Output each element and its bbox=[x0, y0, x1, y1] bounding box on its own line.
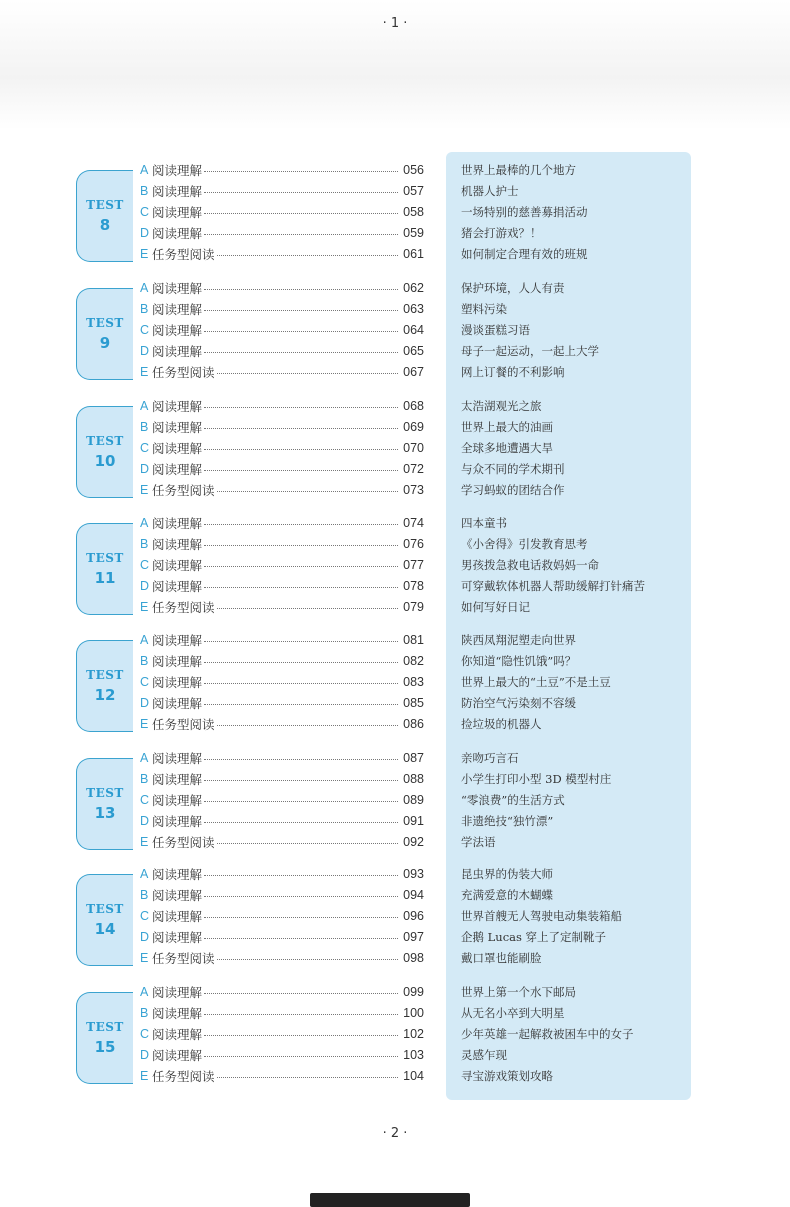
page-reference: 069 bbox=[403, 420, 424, 434]
test-badge-number: 14 bbox=[94, 920, 116, 938]
test-group bbox=[0, 864, 790, 974]
dot-leader bbox=[204, 820, 398, 823]
dot-leader bbox=[204, 1054, 398, 1057]
section-letter: A bbox=[140, 985, 149, 999]
test-group bbox=[0, 396, 790, 506]
article-title[interactable]: 企鹅 Lucas 穿上了定制靴子 bbox=[461, 930, 607, 944]
section-letter: B bbox=[140, 888, 149, 902]
test-badge bbox=[76, 288, 133, 380]
section-type-label: 阅读理解 bbox=[152, 772, 203, 787]
section-type-label: 任务型阅读 bbox=[152, 247, 215, 262]
section-letter: C bbox=[140, 558, 150, 572]
page-reference: 056 bbox=[403, 163, 424, 177]
dot-leader bbox=[204, 936, 398, 939]
article-title[interactable]: 与众不同的学术期刊 bbox=[461, 462, 565, 476]
section-letter: D bbox=[140, 344, 150, 358]
dot-leader bbox=[217, 489, 399, 492]
section-type-label: 任务型阅读 bbox=[152, 483, 215, 498]
section-type-label: 阅读理解 bbox=[152, 909, 203, 924]
dot-leader bbox=[204, 522, 398, 525]
toc-entry[interactable] bbox=[140, 651, 430, 672]
toc-entry[interactable] bbox=[140, 576, 430, 597]
section-type-label: 阅读理解 bbox=[152, 930, 203, 945]
section-type-label: 阅读理解 bbox=[152, 516, 203, 531]
page-reference: 093 bbox=[403, 867, 424, 881]
section-letter: A bbox=[140, 751, 149, 765]
article-title[interactable]: 如何制定合理有效的班规 bbox=[461, 247, 588, 261]
article-title[interactable]: 学法语 bbox=[461, 835, 496, 849]
page-reference: 078 bbox=[403, 579, 424, 593]
toc-entry[interactable] bbox=[140, 630, 430, 651]
section-letter: B bbox=[140, 537, 149, 551]
article-title[interactable]: 少年英雄一起解救被困车中的女子 bbox=[461, 1027, 634, 1041]
page-reference: 103 bbox=[403, 1048, 424, 1062]
toc-entry[interactable] bbox=[140, 790, 430, 811]
toc-entry[interactable] bbox=[140, 513, 430, 534]
article-title[interactable]: 小学生打印小型 3D 模型村庄 bbox=[461, 772, 612, 786]
article-title[interactable]: 捡垃圾的机器人 bbox=[461, 717, 542, 731]
toc-entry[interactable] bbox=[140, 534, 430, 555]
dot-leader bbox=[204, 915, 398, 918]
section-letter: E bbox=[140, 365, 149, 379]
test-badge-word: TEST bbox=[86, 434, 124, 448]
page-reference: 091 bbox=[403, 814, 424, 828]
page-reference: 094 bbox=[403, 888, 424, 902]
article-title[interactable]: 母子一起运动，一起上大学 bbox=[461, 344, 599, 358]
section-letter: A bbox=[140, 281, 149, 295]
page-reference: 065 bbox=[403, 344, 424, 358]
dot-leader bbox=[204, 873, 398, 876]
section-type-label: 阅读理解 bbox=[152, 579, 203, 594]
article-title[interactable]: 四本童书 bbox=[461, 516, 507, 530]
test-badge-number: 10 bbox=[94, 452, 116, 470]
dot-leader bbox=[204, 350, 398, 353]
dot-leader bbox=[204, 1012, 398, 1015]
toc-entry[interactable] bbox=[140, 459, 430, 480]
article-title[interactable]: 充满爱意的木蝴蝶 bbox=[461, 888, 553, 902]
toc-entry[interactable] bbox=[140, 927, 430, 948]
test-group bbox=[0, 160, 790, 270]
article-title[interactable]: 世界上最棒的几个地方 bbox=[461, 163, 576, 177]
article-title[interactable]: 一场特别的慈善募捐活动 bbox=[461, 205, 588, 219]
article-title[interactable]: 世界上最大的油画 bbox=[461, 420, 553, 434]
page-reference: 102 bbox=[403, 1027, 424, 1041]
article-title[interactable]: 非遗绝技“独竹漂” bbox=[461, 814, 554, 828]
section-letter: D bbox=[140, 930, 150, 944]
section-type-label: 阅读理解 bbox=[152, 633, 203, 648]
section-type-label: 阅读理解 bbox=[152, 323, 203, 338]
section-type-label: 任务型阅读 bbox=[152, 717, 215, 732]
page-reference: 072 bbox=[403, 462, 424, 476]
section-type-label: 阅读理解 bbox=[152, 1048, 203, 1063]
section-letter: D bbox=[140, 1048, 150, 1062]
toc-entry[interactable] bbox=[140, 693, 430, 714]
toc-entry[interactable] bbox=[140, 832, 430, 853]
toc-entry[interactable] bbox=[140, 1003, 430, 1024]
dot-leader bbox=[217, 1075, 399, 1078]
section-letter: B bbox=[140, 184, 149, 198]
toc-entry[interactable] bbox=[140, 1066, 430, 1087]
page-reference: 070 bbox=[403, 441, 424, 455]
article-title[interactable]: 世界首艘无人驾驶电动集装箱船 bbox=[461, 909, 622, 923]
section-letter: B bbox=[140, 420, 149, 434]
test-group bbox=[0, 748, 790, 858]
section-type-label: 阅读理解 bbox=[152, 441, 203, 456]
test-badge bbox=[76, 523, 133, 615]
article-title[interactable]: 世界上最大的“土豆”不是土豆 bbox=[461, 675, 611, 689]
test-group bbox=[0, 513, 790, 623]
section-type-label: 阅读理解 bbox=[152, 814, 203, 829]
toc-entry[interactable] bbox=[140, 244, 430, 265]
article-title[interactable]: 太浩湖观光之旅 bbox=[461, 399, 542, 413]
test-badge bbox=[76, 992, 133, 1084]
article-title[interactable]: 漫谈蛋糕习语 bbox=[461, 323, 530, 337]
dot-leader bbox=[204, 757, 398, 760]
page-reference: 058 bbox=[403, 205, 424, 219]
test-group bbox=[0, 982, 790, 1092]
section-letter: E bbox=[140, 951, 149, 965]
section-letter: C bbox=[140, 441, 150, 455]
toc-entry[interactable] bbox=[140, 948, 430, 969]
page-reference: 077 bbox=[403, 558, 424, 572]
dot-leader bbox=[204, 405, 398, 408]
test-badge bbox=[76, 170, 133, 262]
section-type-label: 阅读理解 bbox=[152, 888, 203, 903]
page-reference: 057 bbox=[403, 184, 424, 198]
dot-leader bbox=[204, 799, 398, 802]
section-type-label: 阅读理解 bbox=[152, 985, 203, 1000]
article-title[interactable]: 亲吻巧言石 bbox=[461, 751, 519, 765]
toc-entry[interactable] bbox=[140, 202, 430, 223]
dot-leader bbox=[204, 426, 398, 429]
section-letter: B bbox=[140, 772, 149, 786]
section-type-label: 阅读理解 bbox=[152, 302, 203, 317]
section-type-label: 阅读理解 bbox=[152, 1006, 203, 1021]
article-title[interactable]: 从无名小卒到大明星 bbox=[461, 1006, 565, 1020]
article-title[interactable]: 猪会打游戏？！ bbox=[461, 226, 542, 240]
article-title[interactable]: “零浪费”的生活方式 bbox=[461, 793, 565, 807]
page-reference: 081 bbox=[403, 633, 424, 647]
page-reference: 088 bbox=[403, 772, 424, 786]
dot-leader bbox=[204, 287, 398, 290]
section-type-label: 阅读理解 bbox=[152, 867, 203, 882]
section-letter: B bbox=[140, 1006, 149, 1020]
toc-entry[interactable] bbox=[140, 864, 430, 885]
section-type-label: 阅读理解 bbox=[152, 654, 203, 669]
section-type-label: 阅读理解 bbox=[152, 226, 203, 241]
article-title[interactable]: 昆虫界的伪装大师 bbox=[461, 867, 553, 881]
test-badge-number: 13 bbox=[94, 804, 116, 822]
page-reference: 068 bbox=[403, 399, 424, 413]
section-letter: E bbox=[140, 717, 149, 731]
section-letter: E bbox=[140, 247, 149, 261]
section-letter: D bbox=[140, 814, 150, 828]
test-badge bbox=[76, 640, 133, 732]
dot-leader bbox=[204, 991, 398, 994]
article-title[interactable]: 你知道“隐性饥饿”吗？ bbox=[461, 654, 577, 668]
dot-leader bbox=[204, 564, 398, 567]
dot-leader bbox=[204, 778, 398, 781]
toc-entry[interactable] bbox=[140, 417, 430, 438]
toc-entry[interactable] bbox=[140, 982, 430, 1003]
toc-entry[interactable] bbox=[140, 299, 430, 320]
toc-entry[interactable] bbox=[140, 811, 430, 832]
article-title[interactable]: 寻宝游戏策划攻略 bbox=[461, 1069, 553, 1083]
article-title[interactable]: 男孩拨急救电话救妈妈一命 bbox=[461, 558, 599, 572]
test-badge-number: 9 bbox=[99, 334, 111, 352]
page-reference: 096 bbox=[403, 909, 424, 923]
article-title[interactable]: 保护环境，人人有责 bbox=[461, 281, 565, 295]
toc-entry[interactable] bbox=[140, 438, 430, 459]
section-letter: B bbox=[140, 654, 149, 668]
section-letter: B bbox=[140, 302, 149, 316]
section-type-label: 任务型阅读 bbox=[152, 600, 215, 615]
section-letter: D bbox=[140, 226, 150, 240]
page-reference: 100 bbox=[403, 1006, 424, 1020]
dot-leader bbox=[217, 606, 399, 609]
test-badge-number: 15 bbox=[94, 1038, 116, 1056]
dot-leader bbox=[204, 211, 398, 214]
dot-leader bbox=[204, 1033, 398, 1036]
section-type-label: 阅读理解 bbox=[152, 163, 203, 178]
section-letter: A bbox=[140, 163, 149, 177]
section-type-label: 阅读理解 bbox=[152, 205, 203, 220]
page-number-top: · 1 · bbox=[382, 16, 408, 31]
section-type-label: 任务型阅读 bbox=[152, 835, 215, 850]
page-reference: 073 bbox=[403, 483, 424, 497]
article-title[interactable]: 如何写好日记 bbox=[461, 600, 530, 614]
section-type-label: 阅读理解 bbox=[152, 537, 203, 552]
page-reference: 086 bbox=[403, 717, 424, 731]
section-letter: A bbox=[140, 516, 149, 530]
page-reference: 059 bbox=[403, 226, 424, 240]
toc-entry[interactable] bbox=[140, 672, 430, 693]
section-type-label: 阅读理解 bbox=[152, 420, 203, 435]
section-type-label: 阅读理解 bbox=[152, 184, 203, 199]
dot-leader bbox=[217, 723, 399, 726]
page-reference: 092 bbox=[403, 835, 424, 849]
toc-entry[interactable] bbox=[140, 320, 430, 341]
page-reference: 085 bbox=[403, 696, 424, 710]
page-reference: 062 bbox=[403, 281, 424, 295]
page-reference: 061 bbox=[403, 247, 424, 261]
section-letter: A bbox=[140, 633, 149, 647]
article-title[interactable]: 学习蚂蚁的团结合作 bbox=[461, 483, 565, 497]
page-reference: 067 bbox=[403, 365, 424, 379]
test-badge-number: 8 bbox=[99, 216, 111, 234]
section-type-label: 阅读理解 bbox=[152, 675, 203, 690]
test-badge-word: TEST bbox=[86, 198, 124, 212]
test-group bbox=[0, 278, 790, 388]
toc-entry[interactable] bbox=[140, 341, 430, 362]
section-letter: D bbox=[140, 462, 150, 476]
article-title[interactable]: 可穿戴软体机器人帮助缓解打针痛苦 bbox=[461, 579, 645, 593]
test-badge bbox=[76, 406, 133, 498]
dot-leader bbox=[204, 308, 398, 311]
section-letter: A bbox=[140, 867, 149, 881]
toc-entry[interactable] bbox=[140, 181, 430, 202]
page-number-bottom: · 2 · bbox=[382, 1126, 408, 1141]
dot-leader bbox=[217, 841, 399, 844]
toc-entry[interactable] bbox=[140, 597, 430, 618]
article-title[interactable]: 《小舍得》引发教育思考 bbox=[461, 537, 588, 551]
toc-entry[interactable] bbox=[140, 748, 430, 769]
page-reference: 099 bbox=[403, 985, 424, 999]
toc-entry[interactable] bbox=[140, 223, 430, 244]
section-type-label: 阅读理解 bbox=[152, 399, 203, 414]
toc-entry[interactable] bbox=[140, 1045, 430, 1066]
toc-entry[interactable] bbox=[140, 555, 430, 576]
test-badge bbox=[76, 758, 133, 850]
section-type-label: 任务型阅读 bbox=[152, 365, 215, 380]
section-type-label: 任务型阅读 bbox=[152, 1069, 215, 1084]
dot-leader bbox=[204, 681, 398, 684]
toc-entry[interactable] bbox=[140, 885, 430, 906]
test-badge-word: TEST bbox=[86, 668, 124, 682]
section-letter: E bbox=[140, 835, 149, 849]
section-letter: C bbox=[140, 675, 150, 689]
dot-leader bbox=[204, 329, 398, 332]
section-letter: C bbox=[140, 909, 150, 923]
toc-entry[interactable] bbox=[140, 362, 430, 383]
dot-leader bbox=[204, 169, 398, 172]
page-reference: 079 bbox=[403, 600, 424, 614]
section-letter: C bbox=[140, 323, 150, 337]
toc-entry[interactable] bbox=[140, 160, 430, 181]
dot-leader bbox=[204, 894, 398, 897]
toc-entry[interactable] bbox=[140, 769, 430, 790]
dot-leader bbox=[204, 585, 398, 588]
section-letter: D bbox=[140, 579, 150, 593]
article-title[interactable]: 网上订餐的不利影响 bbox=[461, 365, 565, 379]
section-letter: C bbox=[140, 793, 150, 807]
article-title[interactable]: 防治空气污染刻不容缓 bbox=[461, 696, 576, 710]
test-badge-word: TEST bbox=[86, 551, 124, 565]
article-title[interactable]: 戴口罩也能刷脸 bbox=[461, 951, 542, 965]
page-reference: 098 bbox=[403, 951, 424, 965]
section-type-label: 阅读理解 bbox=[152, 281, 203, 296]
section-letter: E bbox=[140, 600, 149, 614]
dot-leader bbox=[217, 371, 399, 374]
page-reference: 104 bbox=[403, 1069, 424, 1083]
section-letter: E bbox=[140, 483, 149, 497]
toc-entry[interactable] bbox=[140, 396, 430, 417]
next-page-heading-fragment bbox=[310, 1193, 470, 1207]
page-reference: 083 bbox=[403, 675, 424, 689]
page-reference: 074 bbox=[403, 516, 424, 530]
test-badge-number: 11 bbox=[94, 569, 116, 587]
test-badge bbox=[76, 874, 133, 966]
test-badge-word: TEST bbox=[86, 1020, 124, 1034]
section-type-label: 阅读理解 bbox=[152, 344, 203, 359]
dot-leader bbox=[204, 639, 398, 642]
page-reference: 064 bbox=[403, 323, 424, 337]
article-title[interactable]: 灵感乍现 bbox=[461, 1048, 507, 1062]
section-letter: E bbox=[140, 1069, 149, 1083]
page-reference: 097 bbox=[403, 930, 424, 944]
section-type-label: 阅读理解 bbox=[152, 696, 203, 711]
dot-leader bbox=[204, 702, 398, 705]
section-type-label: 任务型阅读 bbox=[152, 951, 215, 966]
section-type-label: 阅读理解 bbox=[152, 751, 203, 766]
section-type-label: 阅读理解 bbox=[152, 793, 203, 808]
toc-entry[interactable] bbox=[140, 1024, 430, 1045]
article-title[interactable]: 机器人护士 bbox=[461, 184, 519, 198]
section-letter: D bbox=[140, 696, 150, 710]
test-badge-word: TEST bbox=[86, 786, 124, 800]
section-letter: C bbox=[140, 1027, 150, 1041]
page-reference: 089 bbox=[403, 793, 424, 807]
dot-leader bbox=[204, 232, 398, 235]
section-type-label: 阅读理解 bbox=[152, 1027, 203, 1042]
toc-entry[interactable] bbox=[140, 714, 430, 735]
test-badge-word: TEST bbox=[86, 316, 124, 330]
toc-entry[interactable] bbox=[140, 278, 430, 299]
test-badge-number: 12 bbox=[94, 686, 116, 704]
page-reference: 087 bbox=[403, 751, 424, 765]
dot-leader bbox=[204, 190, 398, 193]
article-title[interactable]: 全球多地遭遇大旱 bbox=[461, 441, 553, 455]
section-type-label: 阅读理解 bbox=[152, 558, 203, 573]
article-title[interactable]: 陕西凤翔泥塑走向世界 bbox=[461, 633, 576, 647]
section-letter: A bbox=[140, 399, 149, 413]
test-group bbox=[0, 630, 790, 740]
dot-leader bbox=[204, 543, 398, 546]
section-type-label: 阅读理解 bbox=[152, 462, 203, 477]
dot-leader bbox=[217, 957, 399, 960]
page-reference: 082 bbox=[403, 654, 424, 668]
section-letter: C bbox=[140, 205, 150, 219]
article-title[interactable]: 塑料污染 bbox=[461, 302, 507, 316]
dot-leader bbox=[204, 660, 398, 663]
article-title[interactable]: 世界上第一个水下邮局 bbox=[461, 985, 576, 999]
toc-entry[interactable] bbox=[140, 906, 430, 927]
dot-leader bbox=[217, 253, 399, 256]
dot-leader bbox=[204, 468, 398, 471]
dot-leader bbox=[204, 447, 398, 450]
page-reference: 063 bbox=[403, 302, 424, 316]
test-badge-word: TEST bbox=[86, 902, 124, 916]
page-reference: 076 bbox=[403, 537, 424, 551]
toc-entry[interactable] bbox=[140, 480, 430, 501]
